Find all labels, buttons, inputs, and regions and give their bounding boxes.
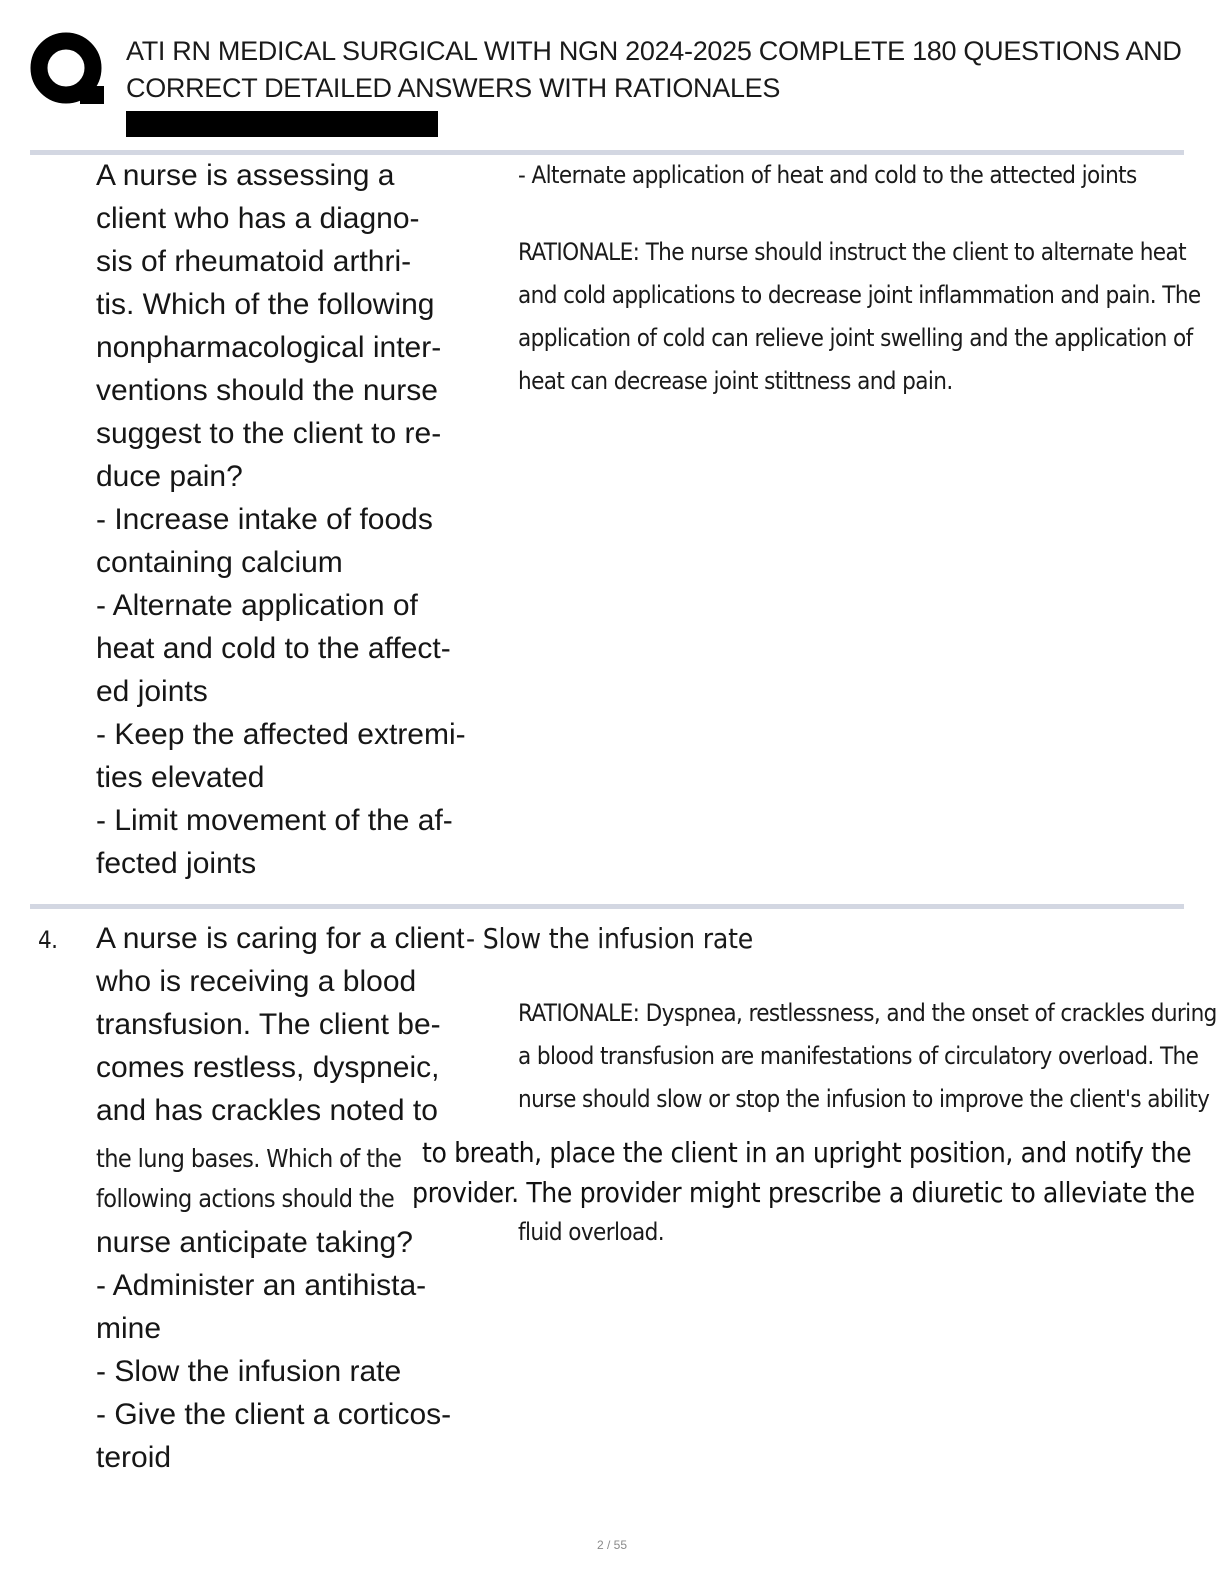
- option-line: fected joints: [96, 847, 257, 880]
- question-line: the lung bases. Which of the: [96, 1144, 402, 1173]
- rationale-line: nurse should slow or stop the infusion to improve the client's ability: [518, 1085, 1210, 1113]
- option-line: ed joints: [96, 675, 208, 708]
- option-line: - Administer an antihista-: [96, 1269, 427, 1302]
- question-line: ventions should the nurse: [96, 374, 438, 407]
- document-title: [126, 33, 1206, 107]
- question-4-rationale-top: [518, 992, 1217, 1121]
- question-3-rationale: [518, 231, 1201, 403]
- question-4-number: 4.: [38, 926, 58, 954]
- question-line: who is receiving a blood: [96, 965, 417, 998]
- rationale-line: provider. The provider might prescribe a diuretic to alleviate the: [412, 1176, 1195, 1209]
- option-line: - Increase intake of foods: [96, 503, 433, 536]
- option-line: heat and cold to the affect-: [96, 632, 451, 665]
- rationale-line: fluid overload.: [518, 1218, 664, 1246]
- option-line: mine: [96, 1312, 162, 1345]
- question-4-answer: [466, 924, 1126, 954]
- section-divider: [30, 904, 1184, 909]
- question-4-text-bottom: [96, 1221, 516, 1479]
- answer-text: - Slow the infusion rate: [466, 922, 754, 955]
- question-line: and has crackles noted to: [96, 1094, 438, 1127]
- rationale-line: application of cold can relieve joint swelling and the application of: [518, 324, 1193, 352]
- brand-logo-icon: [30, 30, 106, 110]
- question-line: tis. Which of the following: [96, 288, 435, 321]
- rationale-line: a blood transfusion are manifestations of circulatory overload. The: [518, 1042, 1199, 1070]
- rationale-line: and cold applications to decrease joint inflammation and pain. The: [518, 281, 1201, 309]
- question-line: transfusion. The client be-: [96, 1008, 441, 1041]
- option-line: teroid: [96, 1441, 172, 1474]
- question-line: nonpharmacological inter-: [96, 331, 442, 364]
- question-line: nurse anticipate taking?: [96, 1226, 413, 1259]
- option-line: - Limit movement of the af-: [96, 804, 453, 837]
- option-line: - Keep the affected extremi-: [96, 718, 466, 751]
- redaction-bar: [126, 111, 438, 137]
- page-number: 2 / 55: [596, 1538, 628, 1552]
- question-4-text-top: [96, 917, 516, 1132]
- rationale-line: heat can decrease joint stittness and pain.: [518, 367, 953, 395]
- option-line: - Give the client a corticos-: [96, 1398, 452, 1431]
- option-line: - Slow the infusion rate: [96, 1355, 402, 1388]
- rationale-line: RATIONALE: The nurse should instruct the client to alternate heat: [518, 238, 1186, 266]
- question-line: following actions should the: [96, 1184, 395, 1213]
- question-3-text: [96, 154, 516, 885]
- question-line: duce pain?: [96, 460, 243, 493]
- document-title-line-1: ATI RN MEDICAL SURGICAL WITH NGN 2024-2025 COMPLETE 180 QUESTIONS AND: [126, 36, 1182, 66]
- question-line: A nurse is caring for a client: [96, 922, 465, 955]
- question-line: sis of rheumatoid arthri-: [96, 245, 412, 278]
- rationale-line: RATIONALE: Dyspnea, restlessness, and the onset of crackles during: [518, 999, 1217, 1027]
- answer-text: - Alternate application of heat and cold to the attected joints: [518, 161, 1137, 189]
- rationale-line: to breath, place the client in an upright position, and notify the: [422, 1136, 1192, 1169]
- option-line: containing calcium: [96, 546, 343, 579]
- question-line: client who has a diagno-: [96, 202, 420, 235]
- question-3-answer: [518, 161, 1178, 189]
- question-line: A nurse is assessing a: [96, 159, 395, 192]
- question-line: comes restless, dyspneic,: [96, 1051, 440, 1084]
- question-line: suggest to the client to re-: [96, 417, 442, 450]
- option-line: - Alternate application of: [96, 589, 418, 622]
- document-title-line-2: CORRECT DETAILED ANSWERS WITH RATIONALES: [126, 73, 781, 103]
- option-line: ties elevated: [96, 761, 265, 794]
